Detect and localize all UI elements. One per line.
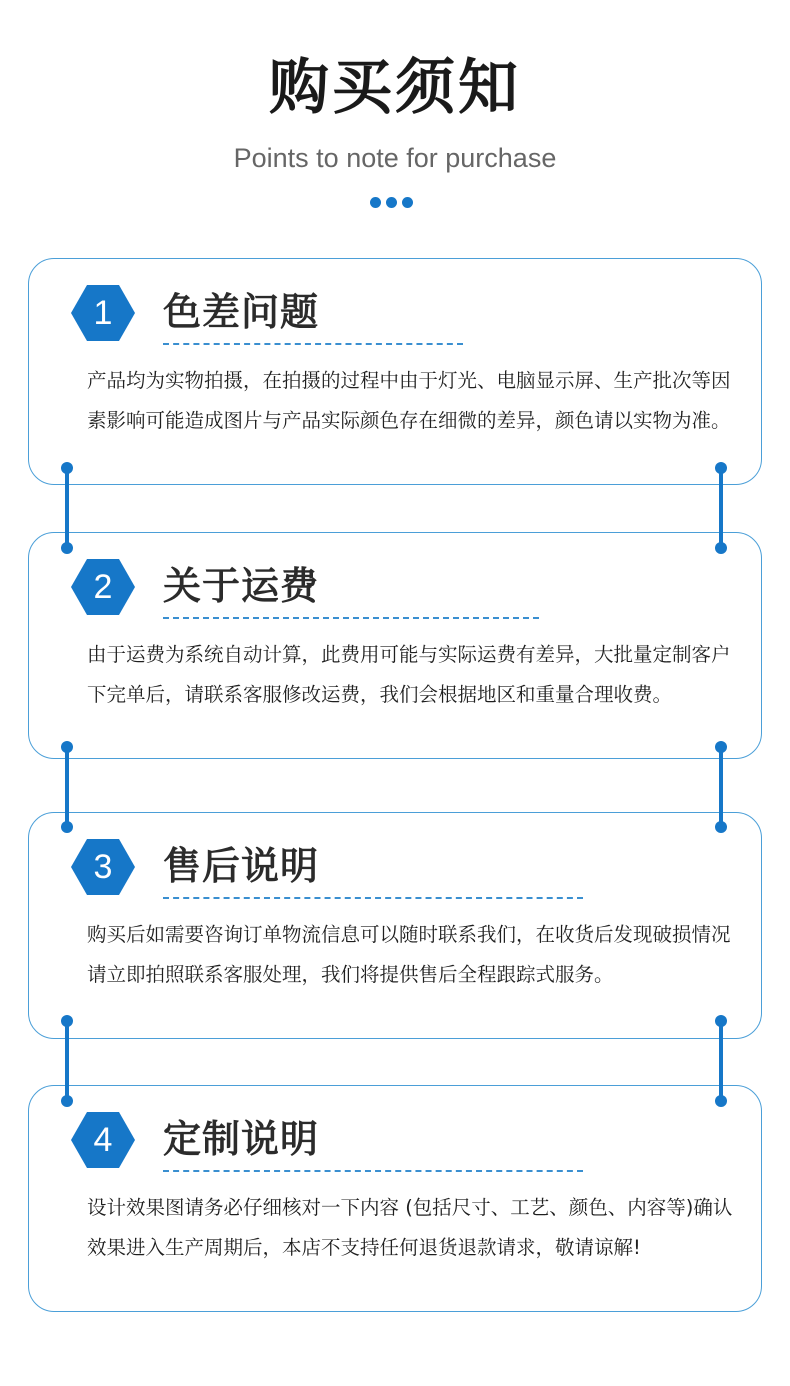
section-body: 由于运费为系统自动计算，此费用可能与实际运费有差异，大批量定制客户下完单后，请联系客服修改运费，我们会根据地区和重量合理收费。 (87, 643, 731, 706)
section-heading: 定制说明 (163, 1117, 320, 1161)
number-badge (71, 1112, 135, 1168)
number-badge (71, 559, 135, 615)
notice-card-customization (28, 1085, 762, 1312)
heading-divider (163, 897, 583, 899)
connector-left (60, 462, 74, 554)
heading-divider (163, 1170, 583, 1172)
notice-card-shipping (28, 532, 762, 759)
heading-divider (163, 343, 463, 345)
badge-number: 4 (93, 1121, 113, 1159)
connector-right (714, 462, 728, 554)
section-body: 购买后如需要咨询订单物流信息可以随时联系我们，在收货后发现破损情况请立即拍照联系客服处理，我们将提供售后全程跟踪式服务。 (87, 923, 731, 986)
number-badge (71, 285, 135, 341)
badge-number: 1 (93, 294, 113, 332)
heading-divider (163, 617, 539, 619)
connector-right (714, 741, 728, 833)
section-heading: 售后说明 (163, 844, 320, 888)
section-heading: 关于运费 (163, 564, 320, 608)
connector-right (714, 1015, 728, 1107)
badge-number: 2 (93, 568, 113, 606)
section-body: 设计效果图请务必仔细核对一下内容 (包括尺寸、工艺、颜色、内容等)确认效果进入生产周期后，本店不支持任何退货退款请求，敬请谅解! (87, 1196, 733, 1259)
connector-left (60, 741, 74, 833)
section-heading: 色差问题 (163, 290, 320, 334)
badge-number: 3 (93, 848, 113, 886)
decorative-dots (370, 197, 420, 209)
page-subtitle: Points to note for purchase (233, 143, 557, 173)
connector-left (60, 1015, 74, 1107)
notice-card-color-difference (28, 258, 762, 485)
number-badge (71, 839, 135, 895)
section-body: 产品均为实物拍摄，在拍摄的过程中由于灯光、电脑显示屏、生产批次等因素影响可能造成图片与产品实际颜色存在细微的差异，颜色请以实物为准。 (87, 369, 731, 432)
notice-card-after-sales (28, 812, 762, 1039)
page-title: 购买须知 (269, 53, 521, 123)
